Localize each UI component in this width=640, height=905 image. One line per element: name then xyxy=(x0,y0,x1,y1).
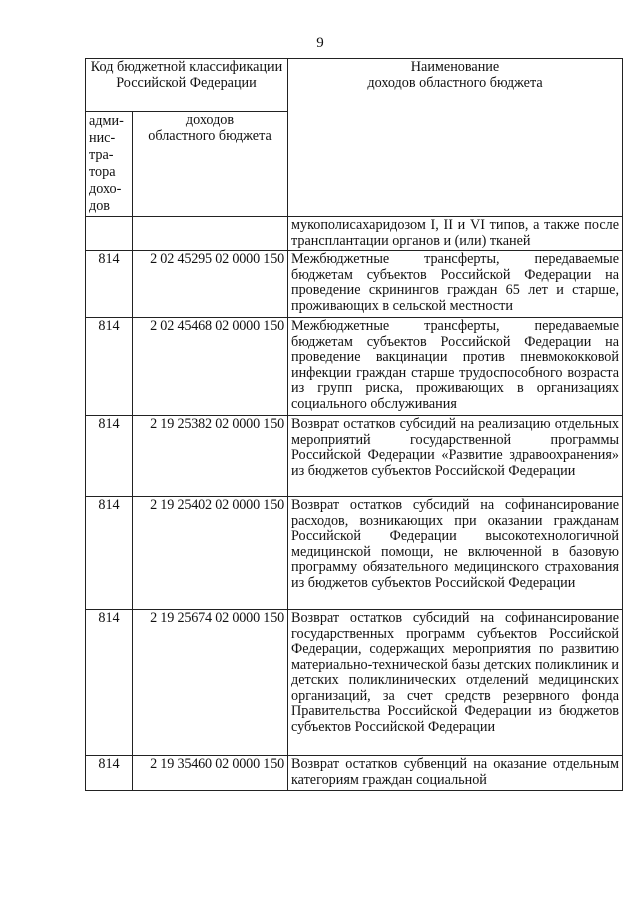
code-cell-empty xyxy=(133,217,288,251)
table-row xyxy=(86,251,623,318)
table-row xyxy=(86,318,623,416)
header-regional-budget-income xyxy=(133,112,288,217)
admin-code-cell: 814 xyxy=(86,497,133,610)
income-code-cell: 2 02 45468 02 0000 150 xyxy=(133,318,288,416)
description-cell: мукополисахаридозом I, II и VI типов, а также после трансплантации органов и (или) тканей xyxy=(288,217,623,251)
header-revenue-administrator-text: адми- нис- тра- тора дохо- дов xyxy=(89,113,124,214)
admin-code-cell: 814 xyxy=(86,318,133,416)
income-code-cell: 2 02 45295 02 0000 150 xyxy=(133,251,288,318)
admin-code-cell: 814 xyxy=(86,610,133,756)
header-income-name-text: Наименование доходов областного бюджета xyxy=(367,59,543,91)
description-cell: Межбюджетные трансферты, передаваемые бюджетам субъектов Российской Федерации на проведение скринингов граждан 65 лет и старше, проживающих в сельской местности xyxy=(288,251,623,318)
table-row xyxy=(86,756,623,791)
table-row xyxy=(86,497,623,610)
description-cell: Возврат остатков субсидий на реализацию отдельных мероприятий государственной программы Российской Федерации «Развитие здравоохранения» из бюджетов субъектов Российской Федерации xyxy=(288,416,623,497)
income-code-cell: 2 19 25402 02 0000 150 xyxy=(133,497,288,610)
header-regional-budget-income-text: доходов областного бюджета xyxy=(148,112,272,144)
table-header-row-group xyxy=(86,59,623,112)
header-budget-classification-code: Код бюджетной классификации Российской Федерации xyxy=(86,59,288,112)
page-number: 9 xyxy=(316,35,324,51)
table-row-continuation xyxy=(86,217,623,251)
table-row xyxy=(86,610,623,756)
table-row xyxy=(86,416,623,497)
description-cell: Возврат остатков субсидий на софинансирование расходов, возникающих при оказании гражданам Российской Федерации высокотехнологичной медицинской помощи, не включенной в базовую программу обязательного медицинского страхования из бюджетов субъектов Российской Федерации xyxy=(288,497,623,610)
description-cell: Межбюджетные трансферты, передаваемые бюджетам субъектов Российской Федерации на проведение вакцинации против пневмококковой инфекции граждан старше трудоспособного возраста из групп риска, проживающих в организациях социального обслуживания xyxy=(288,318,623,416)
description-cell: Возврат остатков субвенций на оказание отдельным категориям граждан социальной xyxy=(288,756,623,791)
income-code-cell: 2 19 25674 02 0000 150 xyxy=(133,610,288,756)
admin-code-cell: 814 xyxy=(86,756,133,791)
header-revenue-administrator xyxy=(86,112,133,217)
admin-code-cell: 814 xyxy=(86,251,133,318)
admin-cell-empty xyxy=(86,217,133,251)
header-income-name xyxy=(288,59,623,217)
income-code-cell: 2 19 25382 02 0000 150 xyxy=(133,416,288,497)
income-code-cell: 2 19 35460 02 0000 150 xyxy=(133,756,288,791)
description-cell: Возврат остатков субсидий на софинансирование государственных программ субъектов Российской Федерации, содержащих мероприятия по развитию материально-технической базы детских поликлиник и детских поликлинических отделений медицинских организаций, за счет средств резервного фонда Правительства Российской Федерации из бюджетов субъектов Российской Федерации xyxy=(288,610,623,756)
admin-code-cell: 814 xyxy=(86,416,133,497)
budget-classification-table xyxy=(85,58,623,791)
